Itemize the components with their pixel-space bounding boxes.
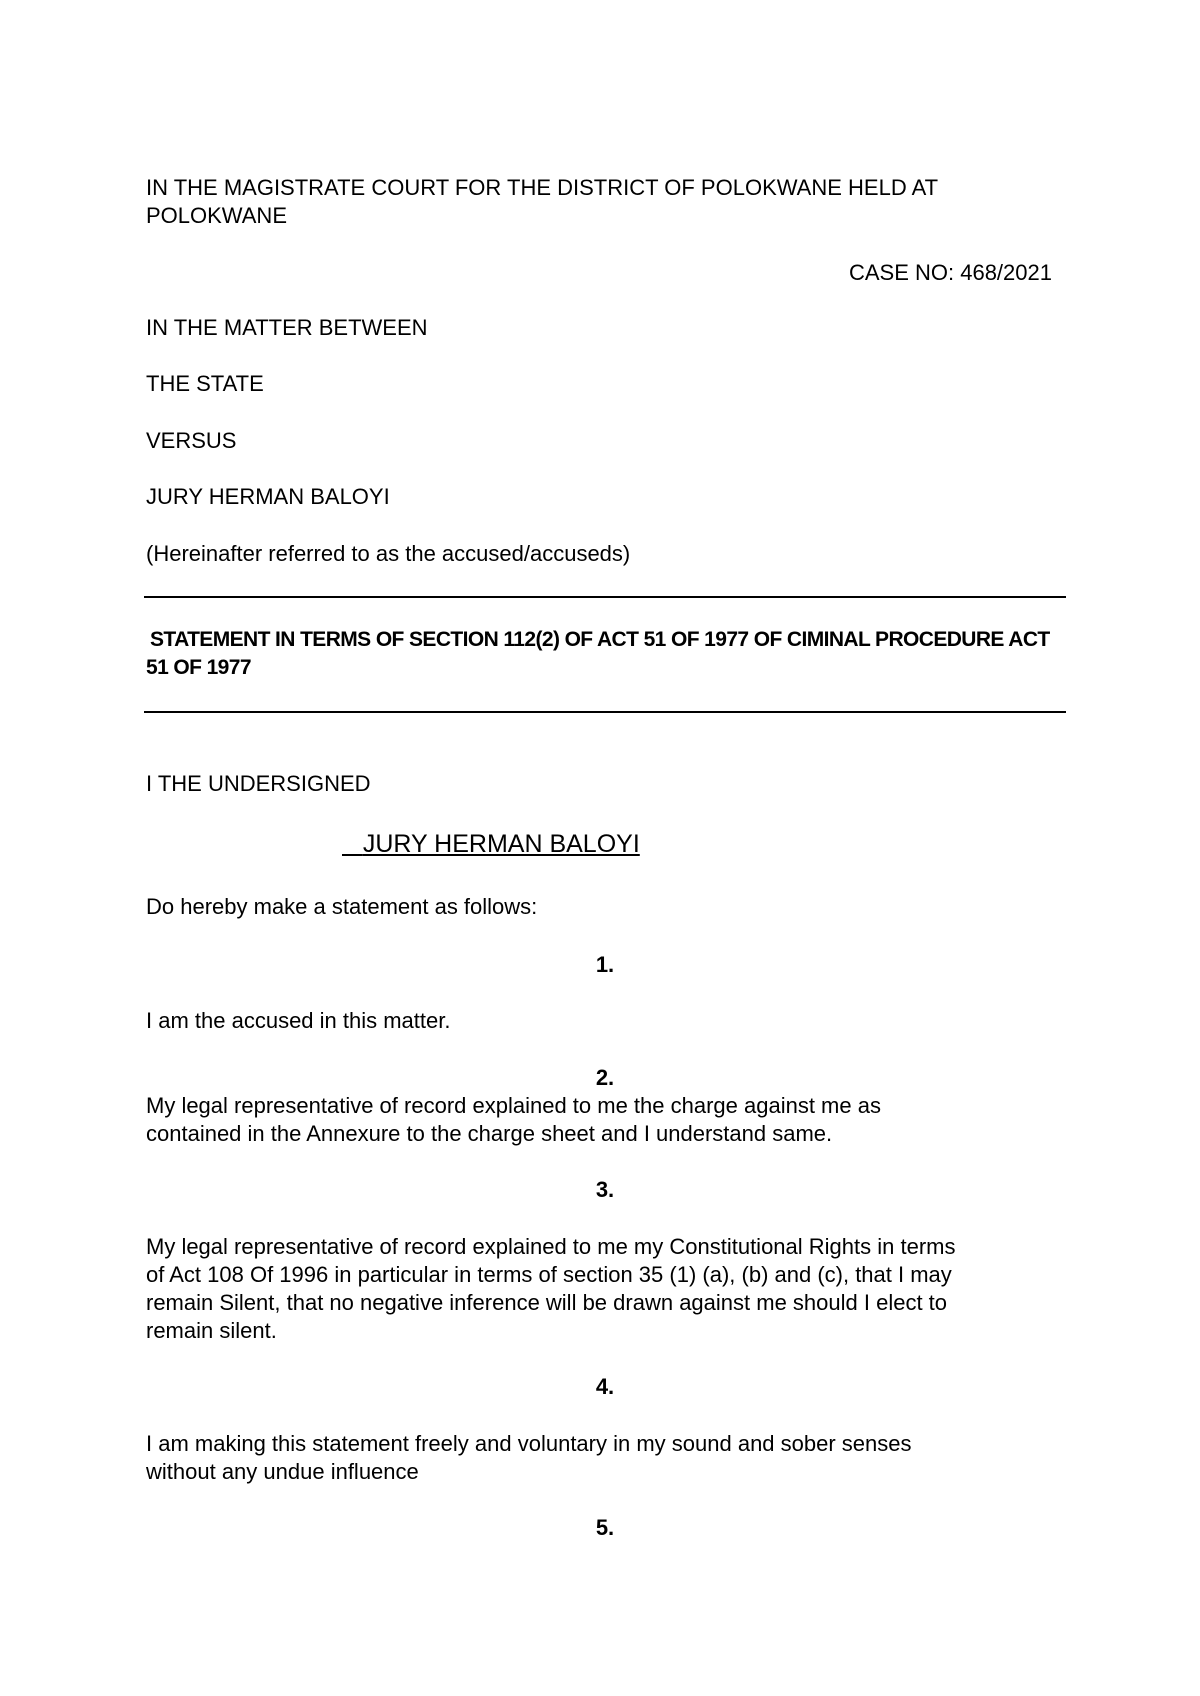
versus-label: VERSUS	[146, 428, 237, 453]
paragraph-3-line-3: remain Silent, that no negative inference will be drawn against me should I elect to	[146, 1290, 948, 1315]
paragraph-number-2: 2.	[595, 1065, 615, 1090]
paragraph-4-line-2: without any undue influence	[146, 1459, 419, 1484]
court-title-line-1: IN THE MAGISTRATE COURT FOR THE DISTRICT OF POLOKWANE HELD AT	[146, 175, 939, 200]
matter-between: IN THE MATTER BETWEEN	[146, 315, 428, 340]
intro-text: Do hereby make a statement as follows:	[146, 894, 538, 919]
paragraph-number-5: 5.	[595, 1515, 615, 1540]
paragraph-3-line-1: My legal representative of record explained to me my Constitutional Rights in terms	[146, 1234, 956, 1259]
paragraph-number-4: 4.	[595, 1374, 615, 1399]
paragraph-3-line-2: of Act 108 Of 1996 in particular in terms of section 35 (1) (a), (b) and (c), that I may	[146, 1262, 952, 1287]
paragraph-2-line-1: My legal representative of record explained to me the charge against me as	[146, 1093, 881, 1118]
court-title-line-2: POLOKWANE	[146, 203, 287, 228]
divider-top	[144, 596, 1066, 598]
paragraph-4-line-1: I am making this statement freely and voluntary in my sound and sober senses	[146, 1431, 912, 1456]
paragraph-number-1: 1.	[595, 952, 615, 977]
hereinafter-note: (Hereinafter referred to as the accused/accuseds)	[146, 541, 631, 566]
paragraph-number-3: 3.	[595, 1177, 615, 1202]
paragraph-3-line-4: remain silent.	[146, 1318, 277, 1343]
undersigned-label: I THE UNDERSIGNED	[146, 771, 371, 796]
undersigned-name-line	[342, 828, 640, 860]
paragraph-2-line-2: contained in the Annexure to the charge sheet and I understand same.	[146, 1121, 833, 1146]
paragraph-1-line-1: I am the accused in this matter.	[146, 1008, 451, 1033]
statement-heading-line-2: 51 OF 1977	[146, 656, 251, 679]
party-state: THE STATE	[146, 371, 264, 396]
undersigned-name: JURY HERMAN BALOYI	[362, 830, 640, 858]
case-number: CASE NO: 468/2021	[848, 260, 1052, 285]
accused-name: JURY HERMAN BALOYI	[146, 484, 390, 509]
divider-bottom	[144, 711, 1066, 713]
statement-heading-line-1: STATEMENT IN TERMS OF SECTION 112(2) OF ACT 51 OF 1977 OF CIMINAL PROCEDURE ACT	[150, 628, 1050, 651]
